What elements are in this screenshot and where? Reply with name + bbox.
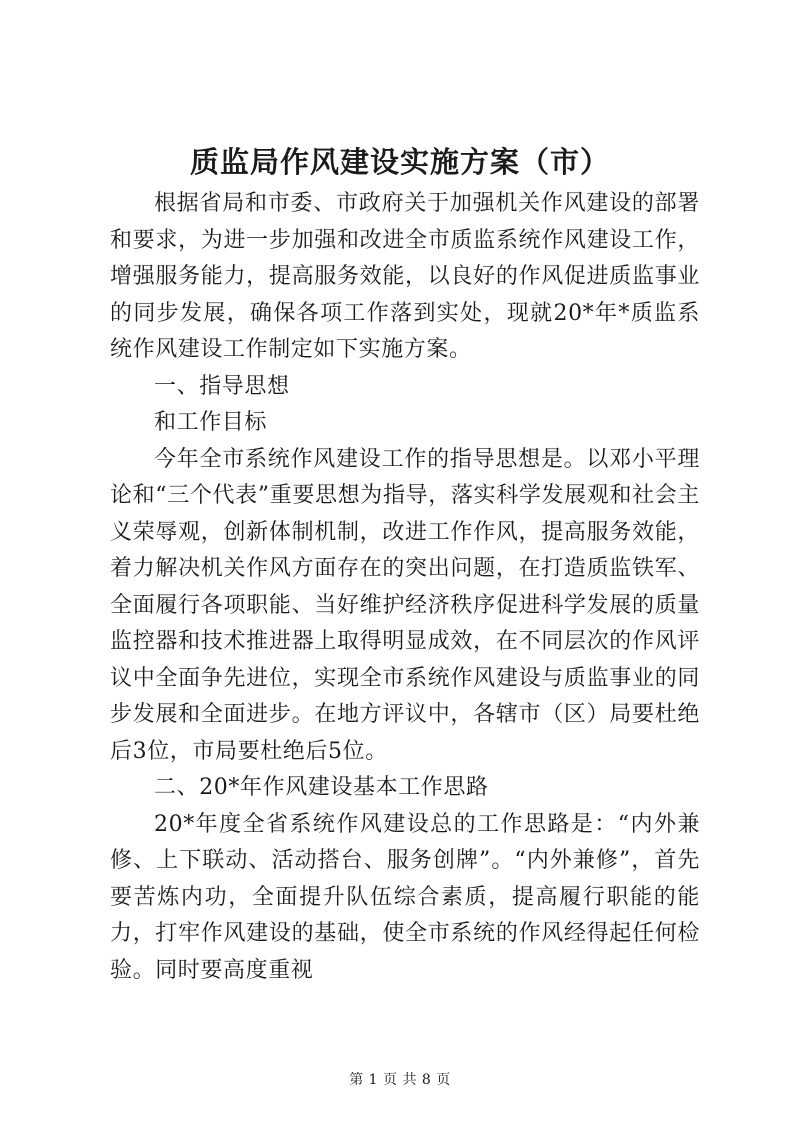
document-title: 质监局作风建设实施方案（市） bbox=[189, 145, 610, 179]
paragraph-work-approach: 20*年度全省系统作风建设总的工作思路是：“内外兼修、上下联动、活动搭台、服务创牌”。“内外兼修”，首先要苦炼内功，全面提升队伍综合素质，提高履行职能的能力，打牢作风建设的基础，使全市系统的作风经得起任何检验。同时要高度重视 bbox=[110, 811, 700, 983]
document-body bbox=[110, 186, 700, 989]
paragraph-intro: 根据省局和市委、市政府关于加强机关作风建设的部署和要求，为进一步加强和改进全市质监系统作风建设工作，增强服务能力，提高服务效能，以良好的作风促进质监事业的同步发展，确保各项工作落到实处，现就20*年*质监系统作风建设工作制定如下实施方案。 bbox=[110, 191, 700, 362]
paragraph-guiding-ideology: 今年全市系统作风建设工作的指导思想是。以邓小平理论和“三个代表”重要思想为指导，落实科学发展观和社会主义荣辱观，创新体制机制，改进工作作风，提高服务效能，着力解决机关作风方面存在的突出问题，在打造质监铁军、全面履行各项职能、当好维护经济秩序促进科学发展的质量监控器和技术推进器上取得明显成效，在不同层次的作风评议中全面争先进位，实现全市系统作风建设与质监事业的同步发展和全面进步。在地方评议中，各辖市（区）局要杜绝后3位，市局要杜绝后5位。 bbox=[110, 446, 700, 764]
section-heading-work-goals: 和工作目标 bbox=[154, 410, 268, 435]
section-heading-guiding-ideology: 一、指导思想 bbox=[154, 373, 290, 399]
page-footer: 第 1 页 共 8 页 bbox=[349, 1072, 451, 1088]
section-heading-work-approach: 二、20*年作风建设基本工作思路 bbox=[154, 775, 489, 800]
